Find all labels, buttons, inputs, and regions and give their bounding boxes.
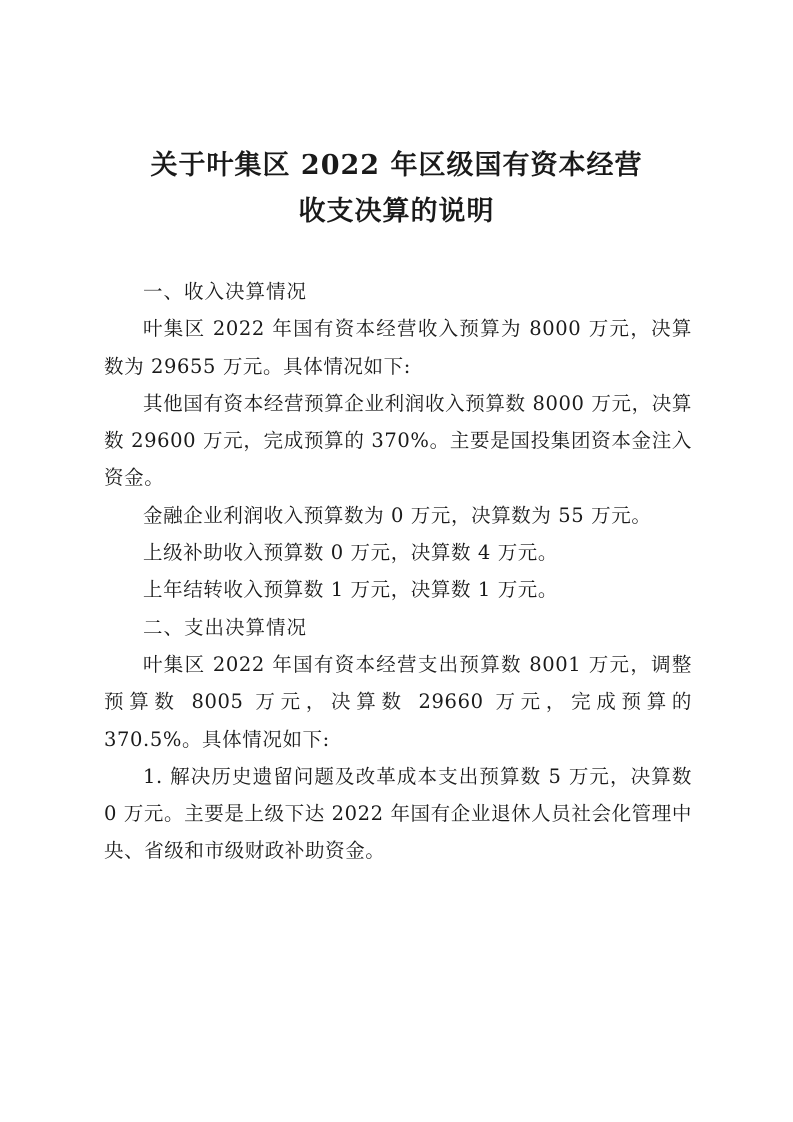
- document-body: [104, 273, 692, 870]
- paragraph-financial-profit: 金融企业利润收入预算数为 0 万元，决算数为 55 万元。: [143, 503, 652, 527]
- paragraph-income-summary: 叶集区 2022 年国有资本经营收入预算为 8000 万元，决算数为 29655 万元。具体情况如下:: [104, 317, 692, 378]
- paragraph-reform-cost: 1. 解决历史遗留问题及改革成本支出预算数 5 万元，决算数 0 万元。主要是上级下达 2022 年国有企业退休人员社会化管理中央、省级和市级财政补助资金。: [104, 764, 692, 863]
- document-title-line-2: 收支决算的说明: [298, 196, 495, 227]
- paragraph-expenditure-summary: 叶集区 2022 年国有资本经营支出预算数 8001 万元，调整预算数 8005 万元，决算数 29660 万元，完成预算的 370.5%。具体情况如下:: [104, 652, 692, 751]
- document-title-line-1: 关于叶集区 2022 年区级国有资本经营: [150, 150, 643, 181]
- paragraph-carryover-income: 上年结转收入预算数 1 万元，决算数 1 万元。: [143, 578, 559, 602]
- paragraph-subsidy-income: 上级补助收入预算数 0 万元，决算数 4 万元。: [143, 541, 559, 565]
- paragraph-enterprise-profit: 其他国有资本经营预算企业利润收入预算数 8000 万元，决算数 29600 万元，完成预算的 370%。主要是国投集团资本金注入资金。: [104, 391, 692, 490]
- section-heading-expenditure: 二、支出决算情况: [143, 615, 308, 639]
- section-heading-income: 一、收入决算情况: [143, 280, 308, 303]
